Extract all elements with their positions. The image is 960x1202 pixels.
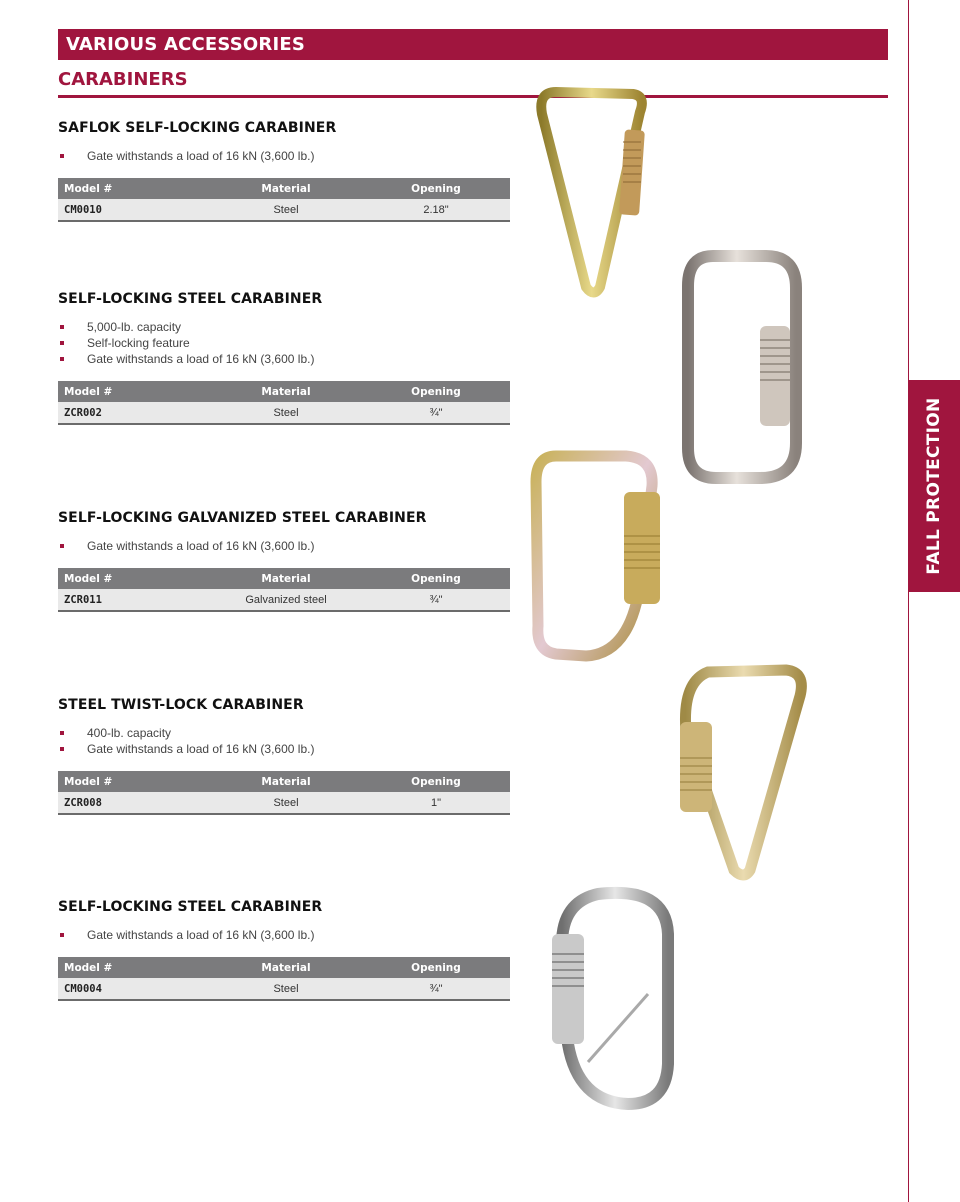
feature-list bbox=[58, 538, 510, 554]
feature-item: Gate withstands a load of 16 kN (3,600 lb.) bbox=[58, 741, 510, 757]
product-title: SAFLOK SELF-LOCKING CARABINER bbox=[58, 120, 337, 136]
side-tab bbox=[908, 380, 960, 592]
feature-item: Gate withstands a load of 16 kN (3,600 lb.) bbox=[58, 351, 510, 367]
cell-opening: 2.18" bbox=[423, 203, 449, 216]
header-material: Material bbox=[261, 572, 311, 585]
spec-table bbox=[58, 178, 510, 222]
cell-opening: ¾" bbox=[429, 406, 443, 419]
section-title: CARABINERS bbox=[58, 68, 888, 98]
spec-row bbox=[58, 978, 510, 1000]
cell-model: ZCR002 bbox=[64, 406, 102, 419]
cell-material: Steel bbox=[273, 406, 299, 419]
cell-material: Steel bbox=[273, 982, 299, 995]
cell-model: ZCR008 bbox=[64, 796, 102, 809]
feature-item: Gate withstands a load of 16 kN (3,600 lb.) bbox=[58, 148, 510, 164]
header-material: Material bbox=[261, 775, 311, 788]
header-opening: Opening bbox=[411, 572, 461, 585]
feature-list bbox=[58, 148, 510, 164]
header-opening: Opening bbox=[411, 385, 461, 398]
spec-table bbox=[58, 568, 510, 612]
header-material: Material bbox=[261, 182, 311, 195]
silver-offset-carabiner-image bbox=[548, 884, 680, 1110]
feature-item: Gate withstands a load of 16 kN (3,600 lb.) bbox=[58, 538, 510, 554]
product-block bbox=[58, 291, 510, 425]
header-model: Model # bbox=[64, 572, 113, 585]
spec-table bbox=[58, 771, 510, 815]
header-model: Model # bbox=[64, 775, 113, 788]
product-title: SELF-LOCKING STEEL CARABINER bbox=[58, 899, 323, 915]
cell-model: ZCR011 bbox=[64, 593, 102, 606]
side-tab-label: FALL PROTECTION bbox=[924, 397, 944, 575]
product-block bbox=[58, 120, 510, 222]
spec-header-row bbox=[58, 381, 510, 402]
spec-row bbox=[58, 199, 510, 221]
gold-d-carabiner-image bbox=[526, 446, 666, 664]
spec-header-row bbox=[58, 771, 510, 792]
header-model: Model # bbox=[64, 385, 113, 398]
side-rule bbox=[908, 0, 909, 1202]
cell-opening: 1" bbox=[430, 796, 442, 809]
feature-item: Self-locking feature bbox=[58, 335, 510, 351]
spec-table bbox=[58, 957, 510, 1001]
spec-header-row bbox=[58, 178, 510, 199]
product-title: SELF-LOCKING GALVANIZED STEEL CARABINER bbox=[58, 510, 427, 526]
spec-header-row bbox=[58, 957, 510, 978]
spec-table bbox=[58, 381, 510, 425]
product-block bbox=[58, 510, 510, 612]
gold-pear-carabiner-image bbox=[674, 662, 810, 884]
header-model: Model # bbox=[64, 961, 113, 974]
feature-item: 400-lb. capacity bbox=[58, 725, 510, 741]
cell-material: Galvanized steel bbox=[245, 593, 327, 606]
cell-material: Steel bbox=[273, 203, 299, 216]
cell-material: Steel bbox=[273, 796, 299, 809]
cell-model: CM0010 bbox=[64, 203, 102, 216]
banner-title: VARIOUS ACCESSORIES bbox=[58, 29, 888, 60]
header-model: Model # bbox=[64, 182, 113, 195]
header-opening: Opening bbox=[411, 775, 461, 788]
product-block bbox=[58, 697, 510, 815]
header-material: Material bbox=[261, 385, 311, 398]
spec-row bbox=[58, 792, 510, 814]
feature-list bbox=[58, 725, 510, 757]
spec-header-row bbox=[58, 568, 510, 589]
silver-d-carabiner-image bbox=[678, 248, 808, 486]
spec-row bbox=[58, 402, 510, 424]
product-block bbox=[58, 899, 510, 1001]
cell-opening: ¾" bbox=[429, 593, 443, 606]
product-title: SELF-LOCKING STEEL CARABINER bbox=[58, 291, 323, 307]
product-title: STEEL TWIST-LOCK CARABINER bbox=[58, 697, 304, 713]
feature-list bbox=[58, 927, 510, 943]
header-opening: Opening bbox=[411, 182, 461, 195]
spec-row bbox=[58, 589, 510, 611]
feature-list bbox=[58, 319, 510, 367]
gold-triangle-carabiner-image bbox=[528, 82, 658, 302]
feature-item: Gate withstands a load of 16 kN (3,600 lb.) bbox=[58, 927, 510, 943]
feature-item: 5,000-lb. capacity bbox=[58, 319, 510, 335]
header-material: Material bbox=[261, 961, 311, 974]
cell-model: CM0004 bbox=[64, 982, 102, 995]
header-opening: Opening bbox=[411, 961, 461, 974]
cell-opening: ¾" bbox=[429, 982, 443, 995]
